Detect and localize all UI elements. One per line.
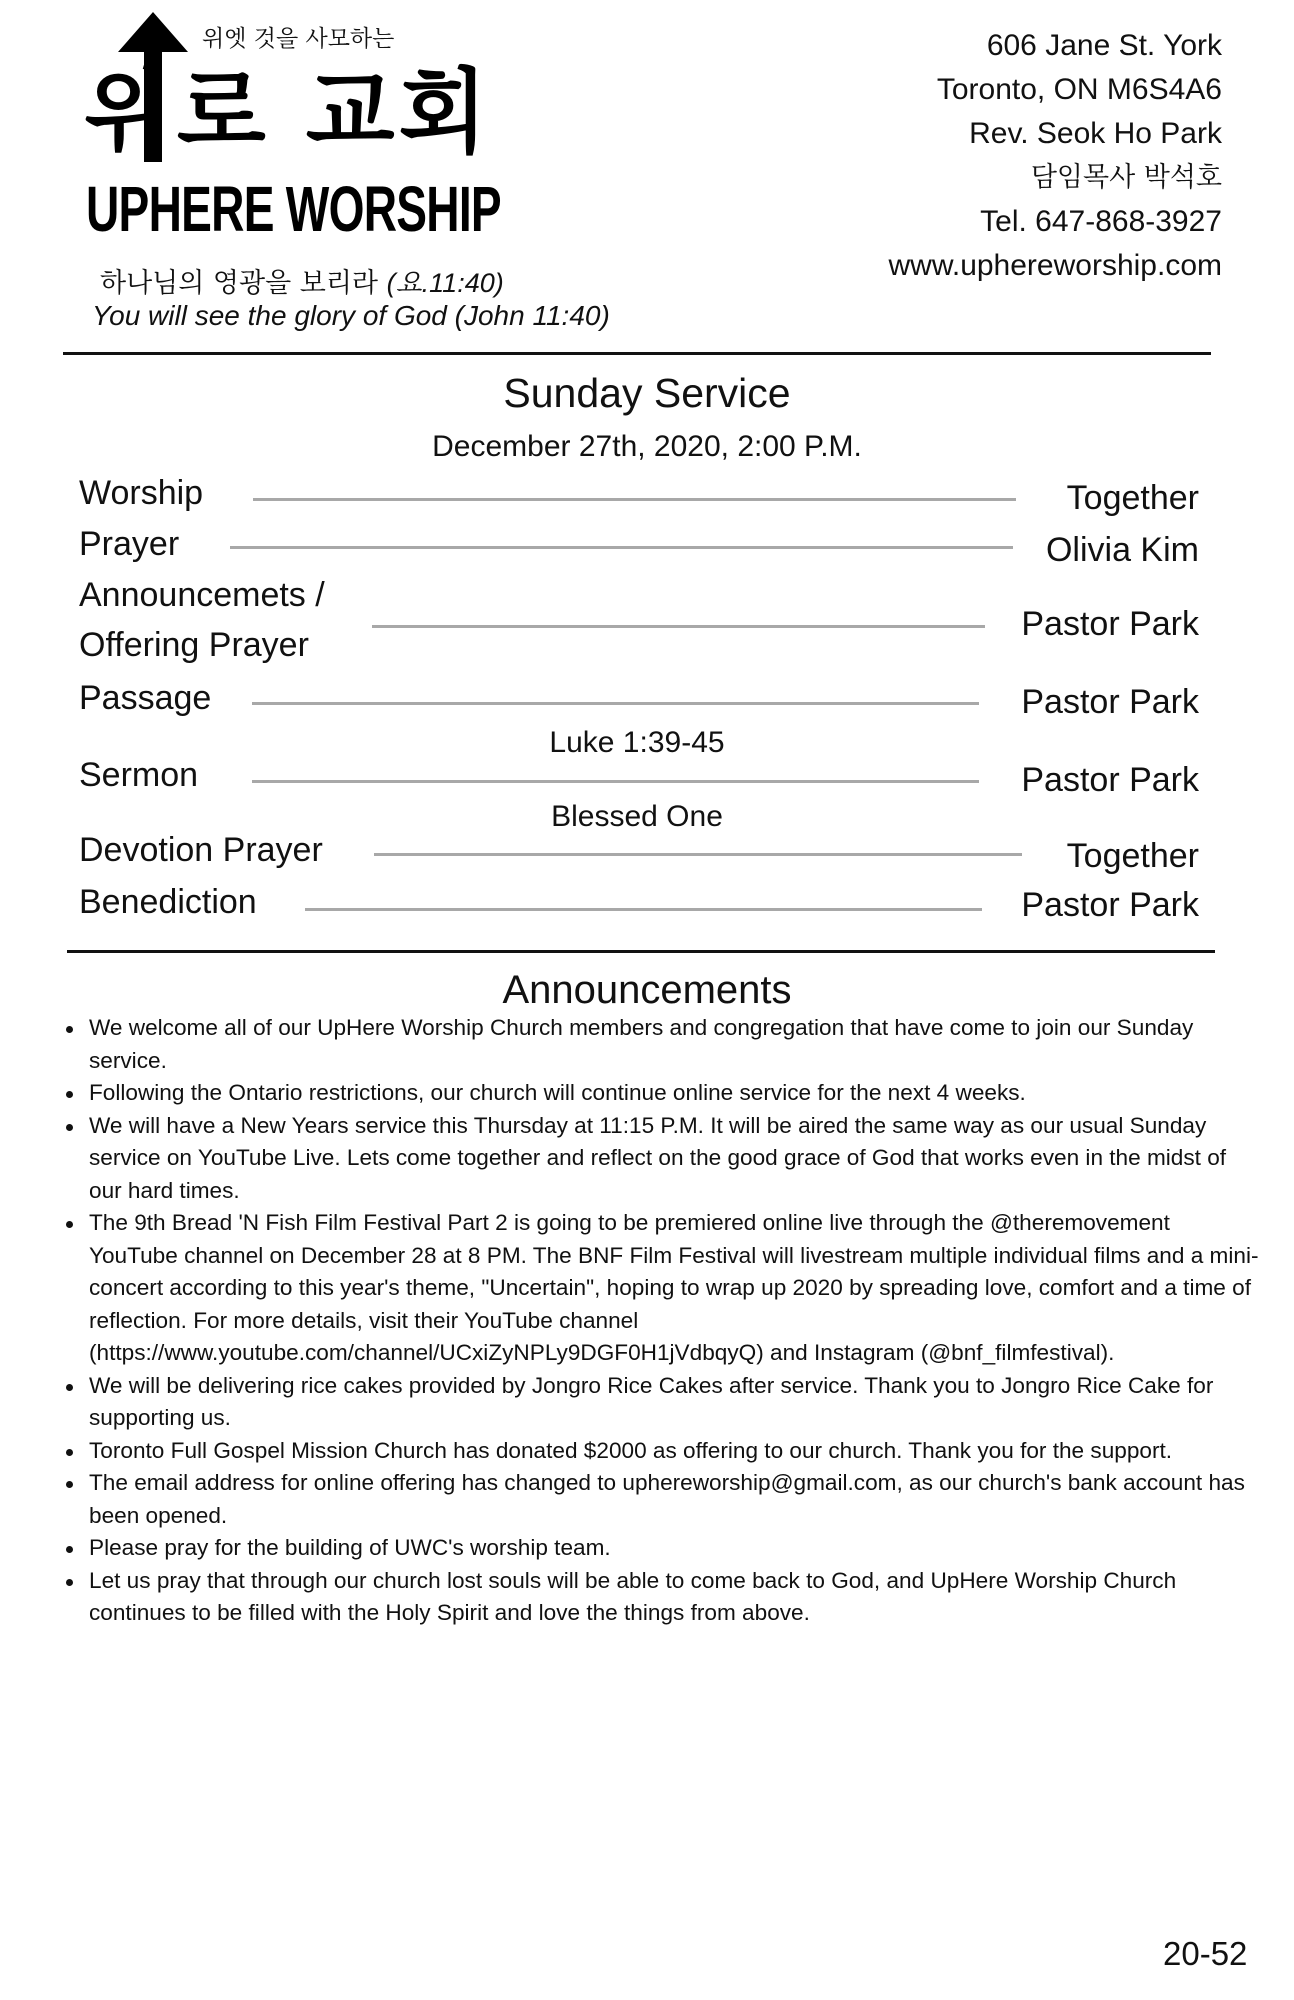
service-item-label-line1: Announcemets / [79,576,325,614]
leader-line [305,908,982,911]
leader-line [252,780,979,783]
logo-korean-name: 위로 교회 [84,59,492,166]
passage-reference: Luke 1:39-45 [549,726,725,759]
service-item-label: Benediction [79,883,257,921]
sermon-title: Blessed One [551,800,723,833]
verse-english: You will see the glory of God (John 11:40) [92,300,610,331]
header-divider [63,352,1211,355]
service-item-label: Passage [79,679,212,717]
logo-tagline: 위엣 것을 사모하는 [202,26,395,52]
announcement-item: The 9th Bread 'N Fish Film Festival Part 2 is going to be premiered online live through the @theremovement YouTube channel on December 28 at 8 PM. The BNF Film Festival will livestream multiple individual films and a mini-concert according to this year's theme, "Uncertain", hoping to wrap up 2020 by spreading love, comfort and a time of reflection. For more details, visit their YouTube channel (https://www.youtube.com/channel/UCxiZyNPLy9DGF0H1jVdbqyQ) and Instagram (@bnf_filmfestival). [89,1207,1259,1370]
announcement-item: We welcome all of our UpHere Worship Church members and congregation that have come to join our Sunday service. [89,1012,1259,1077]
section-divider [67,950,1215,953]
verse-korean [100,261,504,300]
verse-korean-reference: (요.11:40) [386,268,504,298]
service-item-leader: Pastor Park [1021,683,1199,721]
leader-line [252,702,979,705]
service-item-leader: Olivia Kim [1045,531,1199,569]
verse-korean-text: 하나님의 영광을 보리라 [100,268,378,299]
service-item-leader: Pastor Park [1021,605,1199,643]
service-item-leader: Pastor Park [1021,886,1199,924]
announcements-title: Announcements [502,968,792,1012]
leader-line [374,853,1022,856]
service-item-label-line2: Offering Prayer [79,626,309,664]
pastor-korean: 담임목사 박석호 [1030,162,1222,193]
service-item-label: Prayer [79,525,180,563]
service-item-leader: Together [1066,837,1199,875]
service-item-label: Devotion Prayer [79,831,323,869]
service-item-label: Worship [79,474,204,512]
phone: Tel. 647-868-3927 [980,205,1222,238]
announcement-item: Let us pray that through our church lost souls will be able to come back to God, and UpHere Worship Church continues to be filled with the Holy Spirit and love the things from above. [89,1565,1259,1630]
website-link[interactable]: www.uphereworship.com [888,249,1222,282]
announcement-item: Following the Ontario restrictions, our church will continue online service for the next 4 weeks. [89,1077,1259,1110]
announcement-item: Please pray for the building of UWC's worship team. [89,1532,1259,1565]
contact-block [889,24,1222,288]
service-item-leader: Pastor Park [1021,761,1199,799]
service-title: Sunday Service [503,370,791,416]
announcement-item: The email address for online offering has changed to uphereworship@gmail.com, as our church's bank account has been opened. [89,1467,1259,1532]
announcement-item: We will be delivering rice cakes provided by Jongro Rice Cakes after service. Thank you to Jongro Rice Cake for supporting us. [89,1370,1259,1435]
announcements-list [63,1012,1259,1630]
announcement-item: We will have a New Years service this Thursday at 11:15 P.M. It will be aired the same way as our usual Sunday service on YouTube Live. Lets come together and reflect on the good grace of God that works even in the midst of our hard times. [89,1110,1259,1208]
leader-line [372,625,985,628]
announcement-item: Toronto Full Gospel Mission Church has donated $2000 as offering to our church. Thank you for the support. [89,1435,1259,1468]
pastor-english: Rev. Seok Ho Park [969,117,1222,150]
bulletin-number: 20-52 [1163,1935,1248,1972]
leader-line [230,546,1013,549]
logo-english-name: UPHERE WORSHIP [86,173,501,245]
service-item-label: Sermon [79,756,199,794]
address-line-2: Toronto, ON M6S4A6 [936,73,1222,106]
address-line-1: 606 Jane St. York [986,29,1222,62]
leader-line [253,498,1016,501]
service-item-leader: Together [1066,479,1199,517]
service-date: December 27th, 2020, 2:00 P.M. [432,430,862,463]
